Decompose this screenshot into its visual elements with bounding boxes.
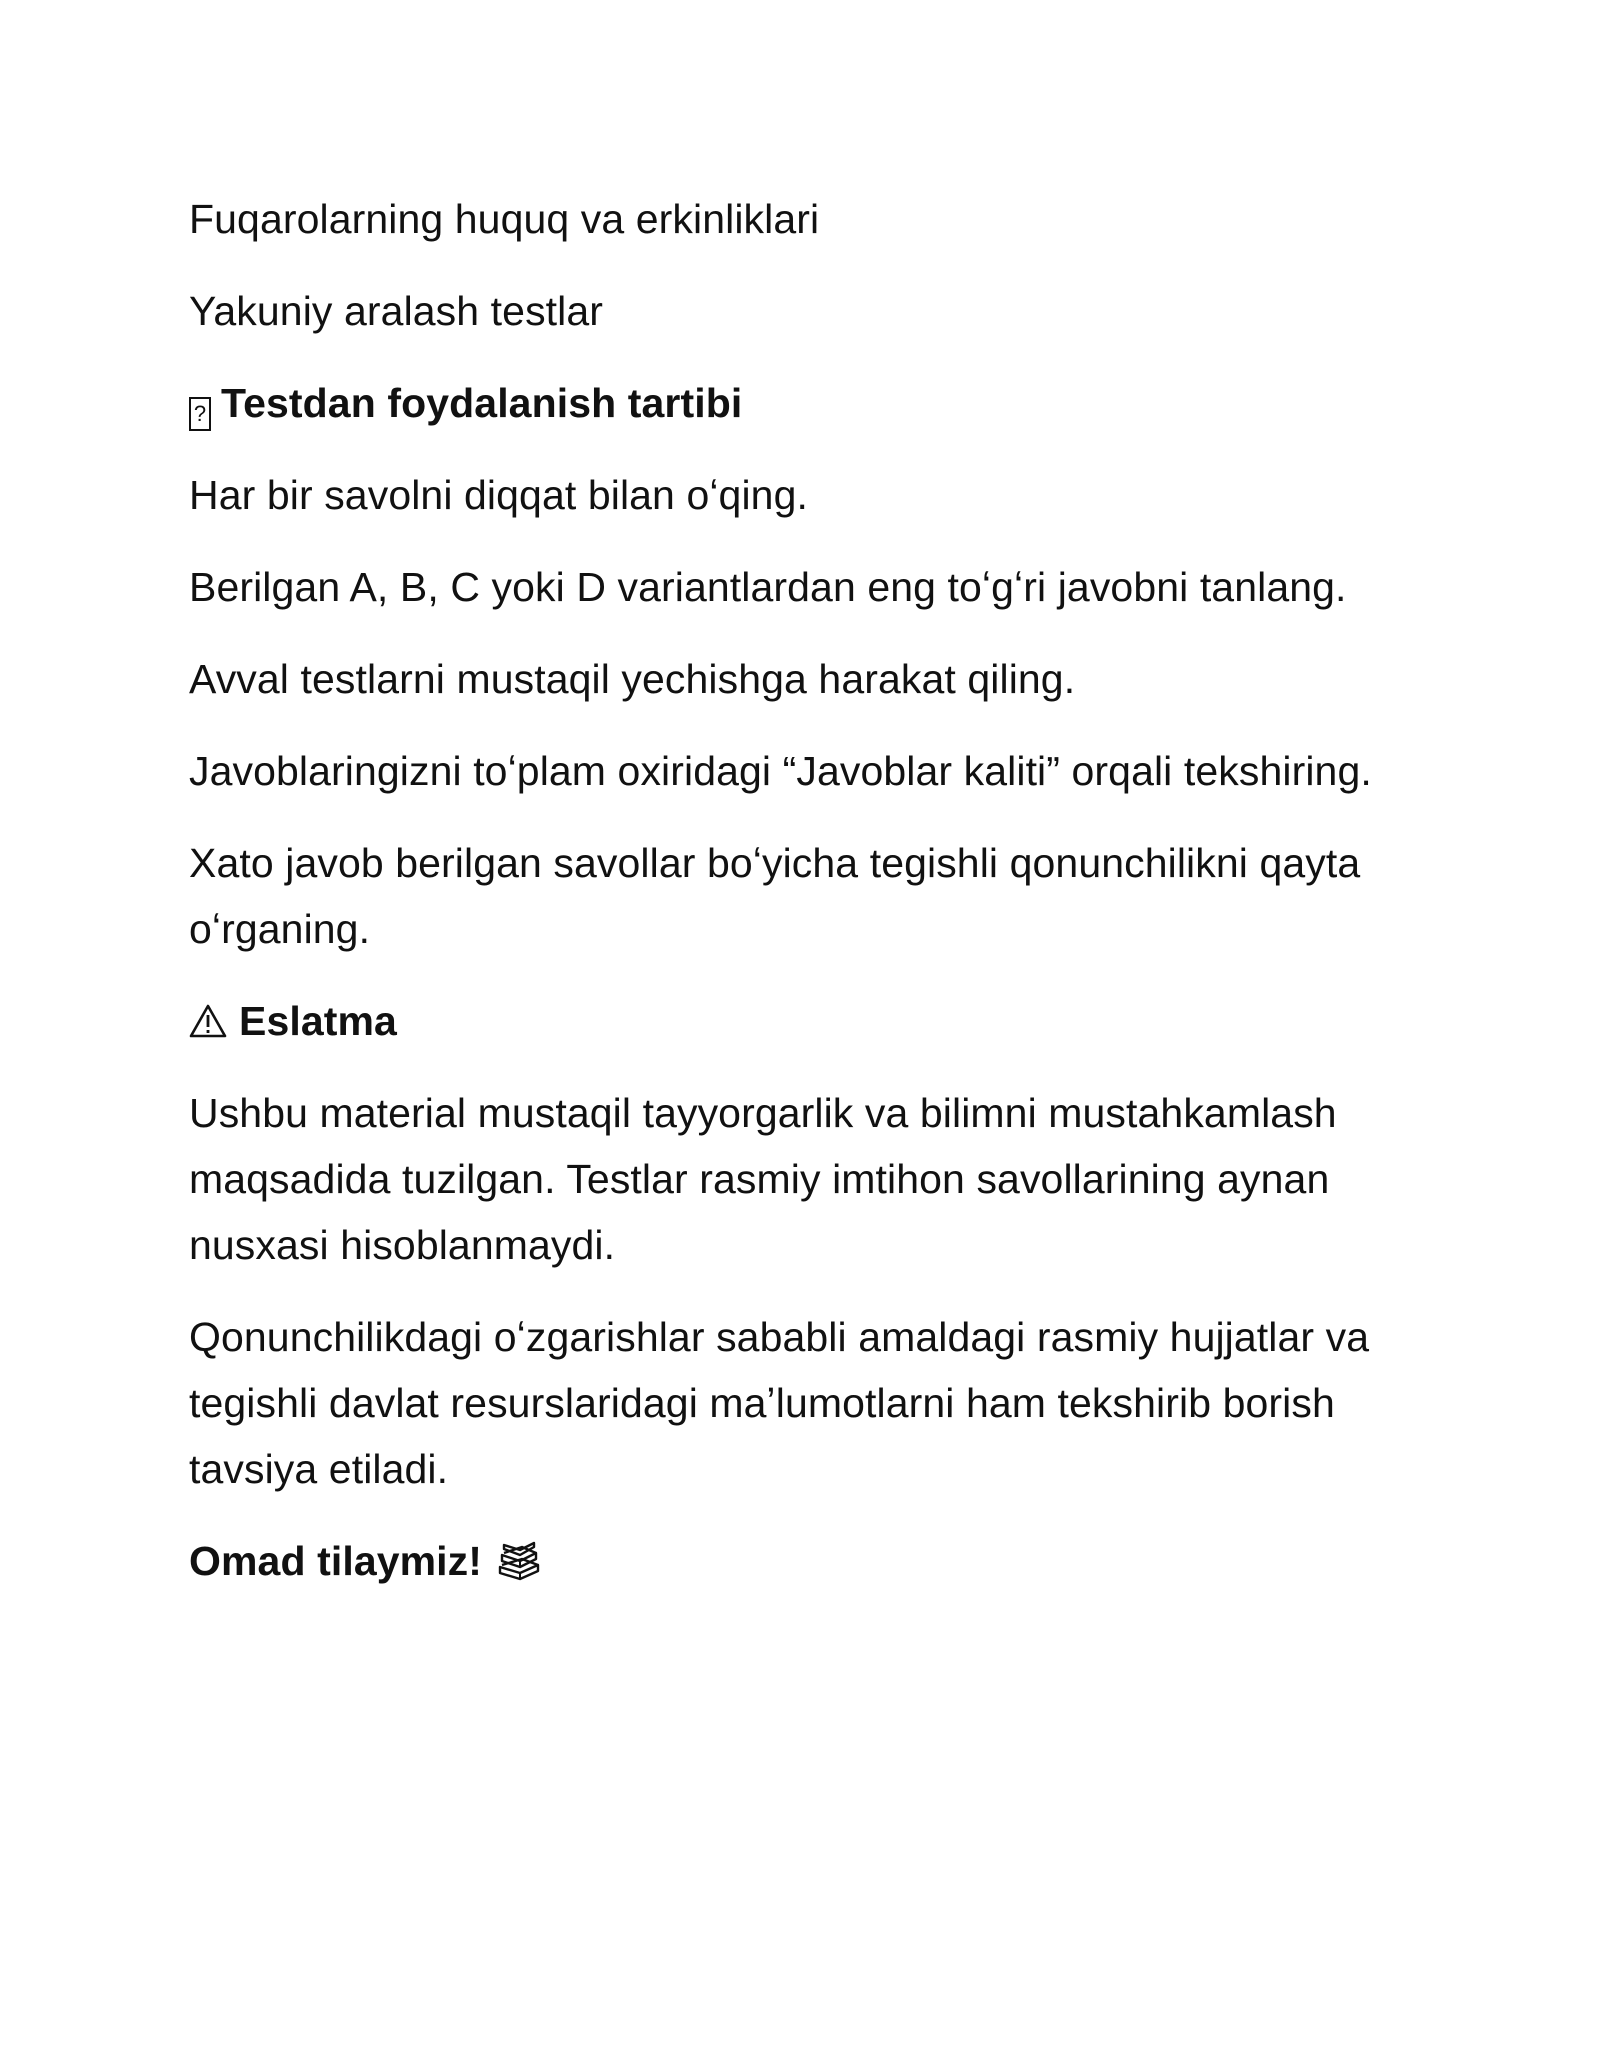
usage-item: Har bir savolni diqqat bilan oʻqing. xyxy=(189,472,808,518)
note-paragraph: Qonunchilikdagi oʻzgarishlar sababli amaldagi rasmiy hujjatlar va tegishli davlat resurslaridagi maʼlumotlarni ham tekshirib borish tavsiya etiladi. xyxy=(189,1314,1370,1492)
warning-icon xyxy=(189,1003,227,1039)
usage-item: Berilgan A, B, C yoki D variantlardan eng toʻgʻri javobni tanlang. xyxy=(189,564,1347,610)
usage-heading-text: Testdan foydalanish tartibi xyxy=(221,380,743,426)
usage-item: Avval testlarni mustaqil yechishga harakat qiling. xyxy=(189,656,1076,702)
closing-line xyxy=(189,1528,1429,1594)
note-heading-text: Eslatma xyxy=(239,998,397,1044)
closing-text: Omad tilaymiz! xyxy=(189,1538,483,1584)
document-body xyxy=(189,186,1429,1620)
usage-item: Javoblaringizni toʻplam oxiridagi “Javoblar kaliti” orqali tekshiring. xyxy=(189,748,1372,794)
note-paragraph: Ushbu material mustaqil tayyorgarlik va bilimni mustahkamlash maqsadida tuzilgan. Testlar rasmiy imtihon savollarining aynan nusxasi hisoblanmaydi. xyxy=(189,1090,1337,1268)
usage-heading xyxy=(189,370,1429,436)
document-subtitle: Yakuniy aralash testlar xyxy=(189,288,604,334)
books-icon xyxy=(496,1539,542,1583)
document-title: Fuqarolarning huquq va erkinliklari xyxy=(189,196,820,242)
missing-glyph-icon: ? xyxy=(189,397,211,431)
usage-item: Xato javob berilgan savollar boʻyicha tegishli qonunchilikni qayta oʻrganing. xyxy=(189,840,1361,952)
note-heading xyxy=(189,988,1429,1054)
